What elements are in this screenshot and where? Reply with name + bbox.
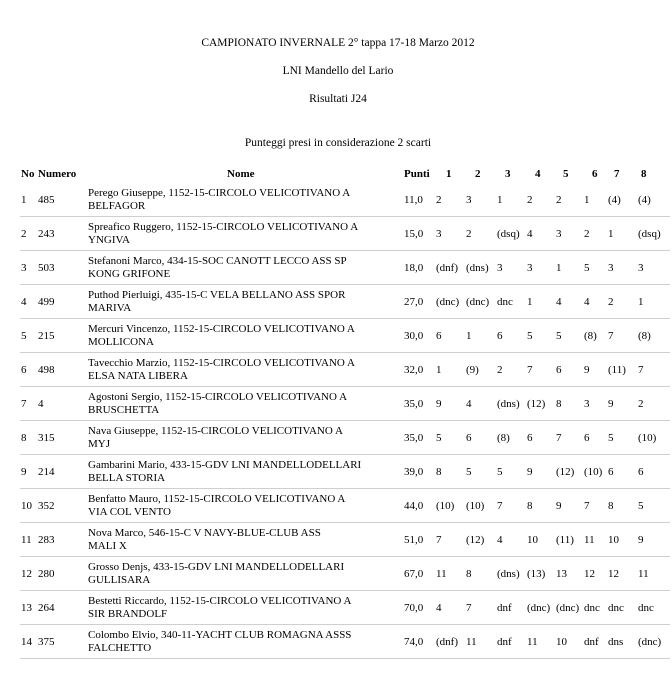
row-position: 6 <box>21 364 27 376</box>
row-race-2-score: (12) <box>466 534 485 546</box>
row-race-6-score: 5 <box>584 262 590 274</box>
row-race-1-score: 9 <box>436 398 442 410</box>
row-race-5-score: 4 <box>556 296 562 308</box>
row-position: 10 <box>21 500 32 512</box>
row-race-1-score: (10) <box>436 500 455 512</box>
row-race-1-score: 8 <box>436 466 442 478</box>
row-race-4-score: 7 <box>527 364 533 376</box>
row-skipper-club: Gambarini Mario, 433-15-GDV LNI MANDELLODELLARI <box>88 459 362 471</box>
row-skipper-club: Benfatto Mauro, 1152-15-CIRCOLO VELICOTIVANO A <box>88 493 346 505</box>
row-position: 4 <box>21 296 27 308</box>
row-skipper-club: Spreafico Ruggero, 1152-15-CIRCOLO VELICOTIVANO A <box>88 221 359 233</box>
row-sail-number: 315 <box>38 432 55 444</box>
row-points: 11,0 <box>404 194 423 206</box>
row-race-7-score: 1 <box>608 228 614 240</box>
row-race-2-score: 4 <box>466 398 472 410</box>
row-position: 14 <box>21 636 32 648</box>
row-points: 35,0 <box>404 432 424 444</box>
row-race-5-score: 13 <box>556 568 567 580</box>
row-race-2-score: 2 <box>466 228 472 240</box>
row-race-4-score: 9 <box>527 466 533 478</box>
row-race-3-score: (dsq) <box>497 228 520 240</box>
row-position: 5 <box>21 330 27 342</box>
row-separator <box>20 624 670 625</box>
row-race-3-score: dnc <box>497 296 513 308</box>
row-race-6-score: 4 <box>584 296 590 308</box>
row-race-1-score: 3 <box>436 228 442 240</box>
row-points: 44,0 <box>404 500 424 512</box>
row-points: 30,0 <box>404 330 424 342</box>
row-skipper-club: Colombo Elvio, 340-11-YACHT CLUB ROMAGNA ASSS <box>88 629 352 641</box>
row-race-7-score: dnc <box>608 602 624 614</box>
row-race-6-score: dnf <box>584 636 599 648</box>
row-race-5-score: 8 <box>556 398 562 410</box>
row-race-8-score: (8) <box>638 330 651 342</box>
row-race-8-score: 7 <box>638 364 644 376</box>
row-race-4-score: 10 <box>527 534 538 546</box>
row-race-5-score: (11) <box>556 534 574 546</box>
row-race-7-score: 6 <box>608 466 614 478</box>
row-race-2-score: (dnc) <box>466 296 490 308</box>
col-race-6: 6 <box>592 168 598 180</box>
row-skipper-club: Stefanoni Marco, 434-15-SOC CANOTT LECCO ASS SP <box>88 255 347 267</box>
row-race-7-score: 7 <box>608 330 614 342</box>
row-race-4-score: 8 <box>527 500 533 512</box>
col-no: No <box>21 168 35 180</box>
row-sail-number: 243 <box>38 228 55 240</box>
row-separator <box>20 352 670 353</box>
row-race-1-score: 6 <box>436 330 442 342</box>
row-race-8-score: 3 <box>638 262 644 274</box>
row-race-8-score: (4) <box>638 194 651 206</box>
row-race-6-score: 6 <box>584 432 590 444</box>
row-race-5-score: 1 <box>556 262 562 274</box>
row-race-8-score: 11 <box>638 568 649 580</box>
results-class: Risultati J24 <box>309 93 367 105</box>
row-race-7-score: 8 <box>608 500 614 512</box>
row-sail-number: 375 <box>38 636 55 648</box>
row-separator <box>20 488 670 489</box>
row-race-2-score: (9) <box>466 364 479 376</box>
row-race-7-score: 3 <box>608 262 614 274</box>
row-sail-number: 485 <box>38 194 55 206</box>
row-race-5-score: (dnc) <box>556 602 580 614</box>
row-race-8-score: (10) <box>638 432 657 444</box>
row-race-4-score: 1 <box>527 296 533 308</box>
row-race-8-score: 5 <box>638 500 644 512</box>
row-race-4-score: 3 <box>527 262 533 274</box>
row-race-1-score: (dnf) <box>436 636 458 648</box>
row-sail-number: 215 <box>38 330 55 342</box>
row-race-3-score: dnf <box>497 636 512 648</box>
row-boat-name: ELSA NATA LIBERA <box>88 370 188 382</box>
row-race-4-score: 4 <box>527 228 533 240</box>
row-race-3-score: 1 <box>497 194 503 206</box>
row-race-3-score: 6 <box>497 330 503 342</box>
row-race-2-score: 11 <box>466 636 477 648</box>
row-race-3-score: 7 <box>497 500 503 512</box>
row-position: 3 <box>21 262 27 274</box>
row-skipper-club: Grosso Denjs, 433-15-GDV LNI MANDELLODELLARI <box>88 561 345 573</box>
row-race-6-score: 3 <box>584 398 590 410</box>
row-race-8-score: 2 <box>638 398 644 410</box>
row-race-7-score: 9 <box>608 398 614 410</box>
row-separator <box>20 284 670 285</box>
row-boat-name: BRUSCHETTA <box>88 404 160 416</box>
row-skipper-club: Agostoni Sergio, 1152-15-CIRCOLO VELICOTIVANO A <box>88 391 348 403</box>
row-separator <box>20 556 670 557</box>
row-race-8-score: 6 <box>638 466 644 478</box>
row-race-2-score: (10) <box>466 500 485 512</box>
row-sail-number: 264 <box>38 602 55 614</box>
col-race-3: 3 <box>505 168 511 180</box>
col-race-5: 5 <box>563 168 569 180</box>
row-skipper-club: Tavecchio Marzio, 1152-15-CIRCOLO VELICOTIVANO A <box>88 357 355 369</box>
row-race-1-score: (dnf) <box>436 262 458 274</box>
row-race-2-score: 1 <box>466 330 472 342</box>
row-race-8-score: (dsq) <box>638 228 661 240</box>
row-sail-number: 4 <box>38 398 44 410</box>
row-race-4-score: 2 <box>527 194 533 206</box>
row-race-3-score: dnf <box>497 602 512 614</box>
row-separator <box>20 216 670 217</box>
row-points: 39,0 <box>404 466 424 478</box>
row-separator <box>20 522 670 523</box>
row-race-6-score: 1 <box>584 194 590 206</box>
row-sail-number: 499 <box>38 296 55 308</box>
row-separator <box>20 420 670 421</box>
row-separator <box>20 318 670 319</box>
row-points: 74,0 <box>404 636 424 648</box>
discards-note: Punteggi presi in considerazione 2 scarti <box>244 137 432 149</box>
row-race-8-score: dnc <box>638 602 654 614</box>
row-race-3-score: (8) <box>497 432 510 444</box>
row-skipper-club: Nava Giuseppe, 1152-15-CIRCOLO VELICOTIVANO A <box>88 425 343 437</box>
row-race-5-score: 6 <box>556 364 562 376</box>
row-race-8-score: (dnc) <box>638 636 662 648</box>
col-punti: Punti <box>404 168 430 180</box>
row-race-8-score: 1 <box>638 296 644 308</box>
row-points: 18,0 <box>404 262 424 274</box>
row-boat-name: YNGIVA <box>88 234 130 246</box>
row-race-6-score: 11 <box>584 534 595 546</box>
row-race-8-score: 9 <box>638 534 644 546</box>
row-separator <box>20 590 670 591</box>
row-race-3-score: 5 <box>497 466 503 478</box>
row-race-4-score: 11 <box>527 636 538 648</box>
row-sail-number: 280 <box>38 568 55 580</box>
row-race-5-score: 3 <box>556 228 562 240</box>
row-race-1-score: 2 <box>436 194 442 206</box>
row-position: 8 <box>21 432 27 444</box>
row-points: 67,0 <box>404 568 424 580</box>
row-race-1-score: 7 <box>436 534 442 546</box>
row-boat-name: MYJ <box>88 438 111 450</box>
row-sail-number: 214 <box>38 466 55 478</box>
row-race-4-score: (dnc) <box>527 602 551 614</box>
row-race-5-score: (12) <box>556 466 575 478</box>
row-race-2-score: 6 <box>466 432 472 444</box>
row-points: 70,0 <box>404 602 424 614</box>
row-separator <box>20 250 670 251</box>
col-race-7: 7 <box>614 168 620 180</box>
row-race-6-score: 7 <box>584 500 590 512</box>
row-position: 11 <box>21 534 32 546</box>
row-race-3-score: 4 <box>497 534 503 546</box>
row-race-5-score: 2 <box>556 194 562 206</box>
row-position: 1 <box>21 194 27 206</box>
row-race-6-score: 12 <box>584 568 595 580</box>
row-position: 9 <box>21 466 27 478</box>
row-race-6-score: 9 <box>584 364 590 376</box>
row-race-5-score: 10 <box>556 636 567 648</box>
row-race-4-score: 5 <box>527 330 533 342</box>
row-race-7-score: 2 <box>608 296 614 308</box>
row-race-7-score: 10 <box>608 534 619 546</box>
row-sail-number: 283 <box>38 534 55 546</box>
row-position: 2 <box>21 228 27 240</box>
row-race-7-score: (4) <box>608 194 621 206</box>
row-position: 13 <box>21 602 32 614</box>
row-skipper-club: Perego Giuseppe, 1152-15-CIRCOLO VELICOTIVANO A <box>88 187 351 199</box>
row-race-6-score: 2 <box>584 228 590 240</box>
row-points: 32,0 <box>404 364 424 376</box>
club-name: LNI Mandello del Lario <box>282 65 394 77</box>
row-race-3-score: 2 <box>497 364 503 376</box>
row-race-5-score: 5 <box>556 330 562 342</box>
row-boat-name: BELLA STORIA <box>88 472 166 484</box>
row-points: 27,0 <box>404 296 424 308</box>
row-separator <box>20 454 670 455</box>
row-skipper-club: Bestetti Riccardo, 1152-15-CIRCOLO VELICOTIVANO A <box>88 595 352 607</box>
row-separator <box>20 658 670 659</box>
row-boat-name: MOLLICONA <box>88 336 154 348</box>
row-race-1-score: 11 <box>436 568 447 580</box>
row-race-5-score: 9 <box>556 500 562 512</box>
row-skipper-club: Puthod Pierluigi, 435-15-C VELA BELLANO ASS SPOR <box>88 289 346 301</box>
row-race-7-score: 5 <box>608 432 614 444</box>
row-race-1-score: 4 <box>436 602 442 614</box>
col-race-1: 1 <box>446 168 452 180</box>
row-race-2-score: 5 <box>466 466 472 478</box>
row-boat-name: GULLISARA <box>88 574 151 586</box>
col-nome: Nome <box>227 168 255 180</box>
row-race-5-score: 7 <box>556 432 562 444</box>
row-boat-name: MALI X <box>88 540 127 552</box>
row-sail-number: 498 <box>38 364 55 376</box>
col-numero: Numero <box>38 168 77 180</box>
row-race-7-score: dns <box>608 636 624 648</box>
row-sail-number: 352 <box>38 500 55 512</box>
row-race-4-score: (12) <box>527 398 546 410</box>
row-position: 12 <box>21 568 32 580</box>
row-race-3-score: (dns) <box>497 568 520 580</box>
row-race-1-score: 1 <box>436 364 442 376</box>
col-race-4: 4 <box>535 168 541 180</box>
row-race-2-score: 7 <box>466 602 472 614</box>
row-boat-name: BELFAGOR <box>88 200 146 212</box>
row-position: 7 <box>21 398 27 410</box>
row-points: 51,0 <box>404 534 424 546</box>
row-race-2-score: 3 <box>466 194 472 206</box>
row-race-4-score: 6 <box>527 432 533 444</box>
row-boat-name: VIA COL VENTO <box>88 506 171 518</box>
row-race-3-score: (dns) <box>497 398 520 410</box>
row-separator <box>20 386 670 387</box>
row-points: 35,0 <box>404 398 424 410</box>
row-sail-number: 503 <box>38 262 55 274</box>
row-race-2-score: (dns) <box>466 262 489 274</box>
row-race-6-score: (10) <box>584 466 603 478</box>
row-skipper-club: Mercuri Vincenzo, 1152-15-CIRCOLO VELICOTIVANO A <box>88 323 355 335</box>
row-skipper-club: Nova Marco, 546-15-C V NAVY-BLUE-CLUB ASS <box>88 527 321 539</box>
row-boat-name: FALCHETTO <box>88 642 152 654</box>
row-boat-name: SIR BRANDOLF <box>88 608 168 620</box>
row-race-1-score: (dnc) <box>436 296 460 308</box>
row-race-2-score: 8 <box>466 568 472 580</box>
row-race-1-score: 5 <box>436 432 442 444</box>
row-race-7-score: 12 <box>608 568 619 580</box>
row-race-7-score: (11) <box>608 364 626 376</box>
col-race-8: 8 <box>641 168 647 180</box>
row-race-6-score: (8) <box>584 330 597 342</box>
row-race-4-score: (13) <box>527 568 546 580</box>
document-title: CAMPIONATO INVERNALE 2° tappa 17-18 Marzo 2012 <box>201 37 475 49</box>
row-points: 15,0 <box>404 228 424 240</box>
row-race-6-score: dnc <box>584 602 600 614</box>
row-race-3-score: 3 <box>497 262 503 274</box>
row-boat-name: MARIVA <box>88 302 132 314</box>
row-boat-name: KONG GRIFONE <box>88 268 171 280</box>
col-race-2: 2 <box>475 168 481 180</box>
